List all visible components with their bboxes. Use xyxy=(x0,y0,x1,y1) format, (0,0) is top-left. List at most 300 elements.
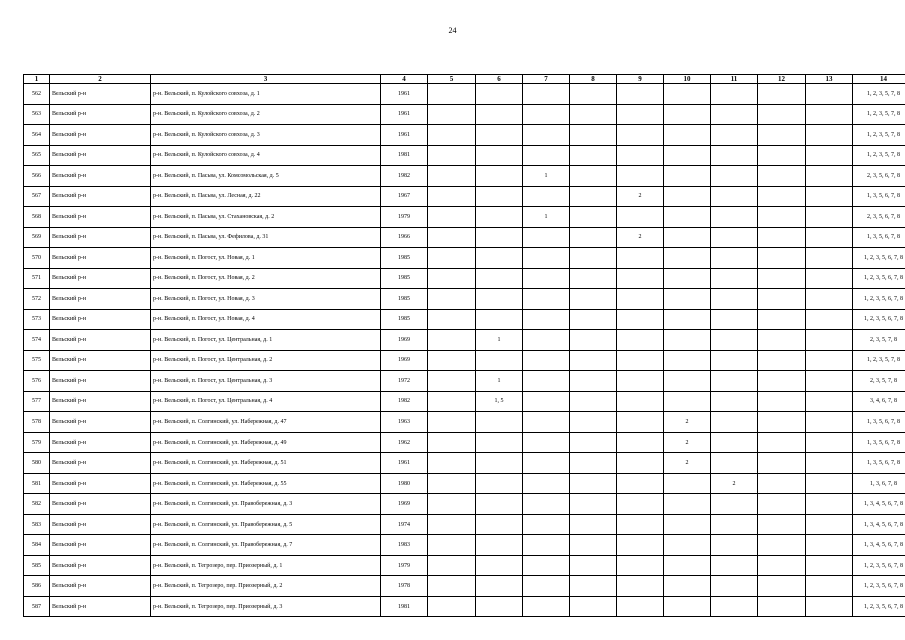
cell-c11 xyxy=(711,309,758,330)
cell-c9 xyxy=(617,576,664,597)
cell-c14: 1, 3, 5, 6, 7, 8 xyxy=(853,453,905,474)
table-row xyxy=(24,207,905,228)
cell-c11 xyxy=(711,166,758,187)
cell-c5 xyxy=(428,412,476,433)
cell-year: 1961 xyxy=(381,104,428,125)
cell-c11 xyxy=(711,412,758,433)
cell-c7 xyxy=(523,125,570,146)
cell-year: 1967 xyxy=(381,186,428,207)
cell-district: Вельский р-н xyxy=(50,104,151,125)
cell-address: р-н. Вельский, п. Пасьва, ул. Лесная, д. 22 xyxy=(151,186,381,207)
cell-year: 1979 xyxy=(381,207,428,228)
cell-c9 xyxy=(617,371,664,392)
cell-c14: 1, 2, 3, 5, 6, 7, 8 xyxy=(853,576,905,597)
cell-year: 1982 xyxy=(381,391,428,412)
cell-c7 xyxy=(523,596,570,617)
cell-c10 xyxy=(664,186,711,207)
cell-c12 xyxy=(758,432,806,453)
cell-year: 1969 xyxy=(381,350,428,371)
cell-c10 xyxy=(664,494,711,515)
cell-c7 xyxy=(523,576,570,597)
cell-n: 583 xyxy=(24,514,50,535)
cell-c11 xyxy=(711,145,758,166)
cell-c10 xyxy=(664,207,711,228)
cell-c6 xyxy=(476,514,523,535)
cell-c10 xyxy=(664,248,711,269)
cell-c13 xyxy=(806,227,853,248)
cell-c13 xyxy=(806,473,853,494)
cell-address: р-н. Вельский, п. Кулойского совхоза, д. 4 xyxy=(151,145,381,166)
cell-c10 xyxy=(664,350,711,371)
cell-n: 566 xyxy=(24,166,50,187)
cell-c9 xyxy=(617,514,664,535)
cell-c7 xyxy=(523,84,570,105)
cell-c12 xyxy=(758,125,806,146)
cell-address: р-н. Вельский, п. Солгинский, ул. Правобережная, д. 7 xyxy=(151,535,381,556)
cell-year: 1969 xyxy=(381,494,428,515)
cell-address: р-н. Вельский, п. Погост, ул. Новая, д. 4 xyxy=(151,309,381,330)
cell-c11 xyxy=(711,330,758,351)
cell-c10 xyxy=(664,309,711,330)
cell-c10 xyxy=(664,227,711,248)
cell-c13 xyxy=(806,125,853,146)
cell-c12 xyxy=(758,391,806,412)
table-row xyxy=(24,268,905,289)
cell-year: 1974 xyxy=(381,514,428,535)
table-row xyxy=(24,371,905,392)
cell-address: р-н. Вельский, п. Кулойского совхоза, д. 2 xyxy=(151,104,381,125)
cell-address: р-н. Вельский, п. Погост, ул. Новая, д. 2 xyxy=(151,268,381,289)
cell-c8 xyxy=(570,473,617,494)
table-row xyxy=(24,104,905,125)
cell-c6 xyxy=(476,535,523,556)
cell-c10 xyxy=(664,84,711,105)
table-row xyxy=(24,186,905,207)
cell-c8 xyxy=(570,125,617,146)
cell-c5 xyxy=(428,125,476,146)
cell-year: 1978 xyxy=(381,576,428,597)
cell-c9 xyxy=(617,391,664,412)
cell-c9 xyxy=(617,412,664,433)
cell-c11 xyxy=(711,371,758,392)
cell-c12 xyxy=(758,166,806,187)
cell-district: Вельский р-н xyxy=(50,186,151,207)
cell-c12 xyxy=(758,186,806,207)
cell-c14: 1, 2, 3, 5, 6, 7, 8 xyxy=(853,289,905,310)
cell-c13 xyxy=(806,145,853,166)
cell-year: 1985 xyxy=(381,289,428,310)
cell-c13 xyxy=(806,453,853,474)
cell-year: 1966 xyxy=(381,227,428,248)
cell-c12 xyxy=(758,371,806,392)
table-row xyxy=(24,330,905,351)
cell-c12 xyxy=(758,84,806,105)
cell-address: р-н. Вельский, п. Солгинский, ул. Правобережная, д. 3 xyxy=(151,494,381,515)
cell-c5 xyxy=(428,494,476,515)
cell-district: Вельский р-н xyxy=(50,289,151,310)
page-number: 24 xyxy=(448,26,457,35)
cell-c8 xyxy=(570,186,617,207)
column-header-14: 14 xyxy=(853,75,905,84)
cell-c5 xyxy=(428,248,476,269)
cell-c12 xyxy=(758,207,806,228)
cell-c7: 1 xyxy=(523,166,570,187)
cell-c6 xyxy=(476,268,523,289)
cell-n: 587 xyxy=(24,596,50,617)
cell-c10 xyxy=(664,391,711,412)
cell-c8 xyxy=(570,84,617,105)
cell-c9 xyxy=(617,494,664,515)
cell-c6 xyxy=(476,412,523,433)
cell-c12 xyxy=(758,473,806,494)
cell-c14: 1, 3, 5, 6, 7, 8 xyxy=(853,186,905,207)
cell-c8 xyxy=(570,596,617,617)
cell-c10 xyxy=(664,289,711,310)
cell-n: 567 xyxy=(24,186,50,207)
cell-c13 xyxy=(806,555,853,576)
cell-c5 xyxy=(428,514,476,535)
cell-year: 1981 xyxy=(381,596,428,617)
cell-n: 562 xyxy=(24,84,50,105)
cell-address: р-н. Вельский, п. Пасьва, ул. Фефилова, д. 31 xyxy=(151,227,381,248)
cell-district: Вельский р-н xyxy=(50,309,151,330)
cell-c5 xyxy=(428,104,476,125)
cell-c5 xyxy=(428,309,476,330)
cell-address: р-н. Вельский, п. Тегрозеро, пер. Приозерный, д. 1 xyxy=(151,555,381,576)
cell-c10 xyxy=(664,104,711,125)
cell-address: р-н. Вельский, п. Погост, ул. Новая, д. 1 xyxy=(151,248,381,269)
cell-c12 xyxy=(758,555,806,576)
cell-c5 xyxy=(428,432,476,453)
table-row xyxy=(24,166,905,187)
cell-c5 xyxy=(428,535,476,556)
cell-c9 xyxy=(617,145,664,166)
table-row xyxy=(24,596,905,617)
cell-c10 xyxy=(664,514,711,535)
cell-c13 xyxy=(806,350,853,371)
cell-c13 xyxy=(806,84,853,105)
cell-c14: 1, 2, 3, 5, 7, 8 xyxy=(853,104,905,125)
cell-c9 xyxy=(617,248,664,269)
cell-district: Вельский р-н xyxy=(50,268,151,289)
cell-c9 xyxy=(617,330,664,351)
cell-c8 xyxy=(570,166,617,187)
cell-c8 xyxy=(570,350,617,371)
cell-c9 xyxy=(617,432,664,453)
cell-address: р-н. Вельский, п. Солгинский, ул. Правобережная, д. 5 xyxy=(151,514,381,535)
cell-district: Вельский р-н xyxy=(50,125,151,146)
cell-district: Вельский р-н xyxy=(50,145,151,166)
cell-c8 xyxy=(570,494,617,515)
cell-c11: 2 xyxy=(711,473,758,494)
cell-c11 xyxy=(711,227,758,248)
cell-year: 1982 xyxy=(381,166,428,187)
cell-c7 xyxy=(523,309,570,330)
cell-c5 xyxy=(428,391,476,412)
cell-c6 xyxy=(476,227,523,248)
cell-c14: 1, 2, 3, 5, 6, 7, 8 xyxy=(853,248,905,269)
cell-c8 xyxy=(570,268,617,289)
table-body xyxy=(24,84,905,617)
cell-c13 xyxy=(806,248,853,269)
column-header-7: 7 xyxy=(523,75,570,84)
cell-c14: 1, 2, 3, 5, 7, 8 xyxy=(853,84,905,105)
column-header-3: 3 xyxy=(151,75,381,84)
cell-c6 xyxy=(476,350,523,371)
cell-year: 1961 xyxy=(381,125,428,146)
cell-n: 580 xyxy=(24,453,50,474)
cell-district: Вельский р-н xyxy=(50,371,151,392)
cell-c7 xyxy=(523,514,570,535)
cell-n: 564 xyxy=(24,125,50,146)
cell-district: Вельский р-н xyxy=(50,535,151,556)
cell-c13 xyxy=(806,104,853,125)
cell-c8 xyxy=(570,432,617,453)
cell-c12 xyxy=(758,494,806,515)
cell-n: 574 xyxy=(24,330,50,351)
column-header-11: 11 xyxy=(711,75,758,84)
cell-c8 xyxy=(570,207,617,228)
cell-year: 1980 xyxy=(381,473,428,494)
cell-n: 581 xyxy=(24,473,50,494)
column-header-13: 13 xyxy=(806,75,853,84)
cell-c14: 1, 2, 3, 5, 6, 7, 8 xyxy=(853,268,905,289)
cell-district: Вельский р-н xyxy=(50,494,151,515)
cell-n: 585 xyxy=(24,555,50,576)
cell-c9 xyxy=(617,268,664,289)
cell-c6 xyxy=(476,453,523,474)
cell-year: 1969 xyxy=(381,330,428,351)
cell-c12 xyxy=(758,576,806,597)
cell-district: Вельский р-н xyxy=(50,84,151,105)
cell-c5 xyxy=(428,84,476,105)
cell-c13 xyxy=(806,289,853,310)
cell-c6 xyxy=(476,289,523,310)
cell-n: 578 xyxy=(24,412,50,433)
cell-c7 xyxy=(523,104,570,125)
table-row xyxy=(24,145,905,166)
cell-c14: 1, 3, 4, 5, 6, 7, 8 xyxy=(853,514,905,535)
cell-c10 xyxy=(664,268,711,289)
cell-c8 xyxy=(570,412,617,433)
cell-c9 xyxy=(617,207,664,228)
cell-c5 xyxy=(428,166,476,187)
cell-c11 xyxy=(711,596,758,617)
cell-c10 xyxy=(664,330,711,351)
cell-c5 xyxy=(428,473,476,494)
cell-c11 xyxy=(711,555,758,576)
cell-c12 xyxy=(758,104,806,125)
cell-c11 xyxy=(711,453,758,474)
cell-c8 xyxy=(570,145,617,166)
cell-address: р-н. Вельский, п. Солгинский, ул. Набережная, д. 49 xyxy=(151,432,381,453)
cell-c13 xyxy=(806,268,853,289)
cell-year: 1962 xyxy=(381,432,428,453)
cell-n: 563 xyxy=(24,104,50,125)
cell-n: 573 xyxy=(24,309,50,330)
cell-c9 xyxy=(617,309,664,330)
cell-c12 xyxy=(758,535,806,556)
cell-year: 1985 xyxy=(381,248,428,269)
cell-c5 xyxy=(428,145,476,166)
cell-address: р-н. Вельский, п. Пасьва, ул. Стахановская, д. 2 xyxy=(151,207,381,228)
cell-c10: 2 xyxy=(664,453,711,474)
cell-c9 xyxy=(617,125,664,146)
cell-district: Вельский р-н xyxy=(50,596,151,617)
cell-district: Вельский р-н xyxy=(50,248,151,269)
cell-n: 568 xyxy=(24,207,50,228)
cell-address: р-н. Вельский, п. Погост, ул. Новая, д. 3 xyxy=(151,289,381,310)
cell-c8 xyxy=(570,227,617,248)
cell-c9 xyxy=(617,289,664,310)
buildings-table xyxy=(23,74,905,617)
table-row xyxy=(24,555,905,576)
table-row xyxy=(24,432,905,453)
cell-c13 xyxy=(806,330,853,351)
cell-c7 xyxy=(523,145,570,166)
cell-year: 1961 xyxy=(381,453,428,474)
cell-c11 xyxy=(711,576,758,597)
cell-n: 572 xyxy=(24,289,50,310)
cell-c11 xyxy=(711,289,758,310)
cell-c11 xyxy=(711,186,758,207)
cell-n: 582 xyxy=(24,494,50,515)
cell-c10 xyxy=(664,166,711,187)
cell-c6 xyxy=(476,309,523,330)
cell-c7 xyxy=(523,494,570,515)
cell-c14: 1, 3, 5, 6, 7, 8 xyxy=(853,227,905,248)
table-row xyxy=(24,391,905,412)
cell-c11 xyxy=(711,248,758,269)
cell-address: р-н. Вельский, п. Кулойского совхоза, д. 3 xyxy=(151,125,381,146)
cell-c5 xyxy=(428,268,476,289)
cell-c6 xyxy=(476,207,523,228)
cell-c6 xyxy=(476,104,523,125)
cell-address: р-н. Вельский, п. Погост, ул. Центральная, д. 2 xyxy=(151,350,381,371)
column-header-8: 8 xyxy=(570,75,617,84)
table-row xyxy=(24,494,905,515)
cell-year: 1985 xyxy=(381,268,428,289)
cell-n: 571 xyxy=(24,268,50,289)
cell-c6 xyxy=(476,473,523,494)
cell-c10 xyxy=(664,535,711,556)
cell-address: р-н. Вельский, п. Тегрозеро, пер. Приозерный, д. 3 xyxy=(151,596,381,617)
cell-n: 565 xyxy=(24,145,50,166)
cell-c5 xyxy=(428,289,476,310)
cell-c7 xyxy=(523,412,570,433)
cell-address: р-н. Вельский, п. Кулойского совхоза, д. 1 xyxy=(151,84,381,105)
cell-c5 xyxy=(428,596,476,617)
cell-c6 xyxy=(476,432,523,453)
cell-district: Вельский р-н xyxy=(50,576,151,597)
table-row xyxy=(24,453,905,474)
cell-district: Вельский р-н xyxy=(50,166,151,187)
cell-c5 xyxy=(428,453,476,474)
cell-c6 xyxy=(476,596,523,617)
cell-c12 xyxy=(758,289,806,310)
cell-n: 575 xyxy=(24,350,50,371)
cell-n: 579 xyxy=(24,432,50,453)
cell-c5 xyxy=(428,555,476,576)
cell-c14: 2, 3, 5, 6, 7, 8 xyxy=(853,166,905,187)
table-row xyxy=(24,248,905,269)
cell-c10 xyxy=(664,125,711,146)
cell-c9 xyxy=(617,535,664,556)
cell-c14: 2, 3, 5, 7, 8 xyxy=(853,371,905,392)
cell-c10: 2 xyxy=(664,412,711,433)
cell-c11 xyxy=(711,207,758,228)
cell-n: 569 xyxy=(24,227,50,248)
cell-c7 xyxy=(523,330,570,351)
cell-c11 xyxy=(711,432,758,453)
column-header-6: 6 xyxy=(476,75,523,84)
cell-c12 xyxy=(758,412,806,433)
cell-c7 xyxy=(523,227,570,248)
cell-c11 xyxy=(711,391,758,412)
cell-c8 xyxy=(570,555,617,576)
cell-c9: 2 xyxy=(617,186,664,207)
table-row xyxy=(24,473,905,494)
cell-c5 xyxy=(428,371,476,392)
table-row xyxy=(24,125,905,146)
cell-address: р-н. Вельский, п. Погост, ул. Центральная, д. 3 xyxy=(151,371,381,392)
cell-c6: 1, 5 xyxy=(476,391,523,412)
header-row xyxy=(24,75,905,84)
cell-district: Вельский р-н xyxy=(50,350,151,371)
cell-c7 xyxy=(523,555,570,576)
cell-address: р-н. Вельский, п. Пасьва, ул. Комсомольская, д. 5 xyxy=(151,166,381,187)
cell-c5 xyxy=(428,350,476,371)
cell-c8 xyxy=(570,289,617,310)
cell-c7 xyxy=(523,432,570,453)
cell-c13 xyxy=(806,309,853,330)
cell-c5 xyxy=(428,186,476,207)
cell-c10 xyxy=(664,371,711,392)
cell-c7 xyxy=(523,350,570,371)
column-header-10: 10 xyxy=(664,75,711,84)
table-row xyxy=(24,576,905,597)
cell-year: 1963 xyxy=(381,412,428,433)
cell-c13 xyxy=(806,186,853,207)
cell-district: Вельский р-н xyxy=(50,555,151,576)
cell-c6 xyxy=(476,576,523,597)
column-header-9: 9 xyxy=(617,75,664,84)
cell-c13 xyxy=(806,494,853,515)
cell-district: Вельский р-н xyxy=(50,412,151,433)
cell-c11 xyxy=(711,535,758,556)
cell-c12 xyxy=(758,268,806,289)
cell-c8 xyxy=(570,391,617,412)
cell-c9 xyxy=(617,453,664,474)
cell-c11 xyxy=(711,350,758,371)
cell-c10 xyxy=(664,576,711,597)
cell-c13 xyxy=(806,412,853,433)
cell-c8 xyxy=(570,104,617,125)
cell-c13 xyxy=(806,576,853,597)
cell-c10 xyxy=(664,555,711,576)
cell-district: Вельский р-н xyxy=(50,227,151,248)
cell-c13 xyxy=(806,207,853,228)
cell-c14: 1, 2, 3, 5, 7, 8 xyxy=(853,125,905,146)
cell-district: Вельский р-н xyxy=(50,453,151,474)
cell-c7 xyxy=(523,186,570,207)
cell-district: Вельский р-н xyxy=(50,514,151,535)
cell-c6 xyxy=(476,125,523,146)
column-header-1: 1 xyxy=(24,75,50,84)
cell-c7 xyxy=(523,535,570,556)
cell-district: Вельский р-н xyxy=(50,432,151,453)
cell-c10 xyxy=(664,145,711,166)
